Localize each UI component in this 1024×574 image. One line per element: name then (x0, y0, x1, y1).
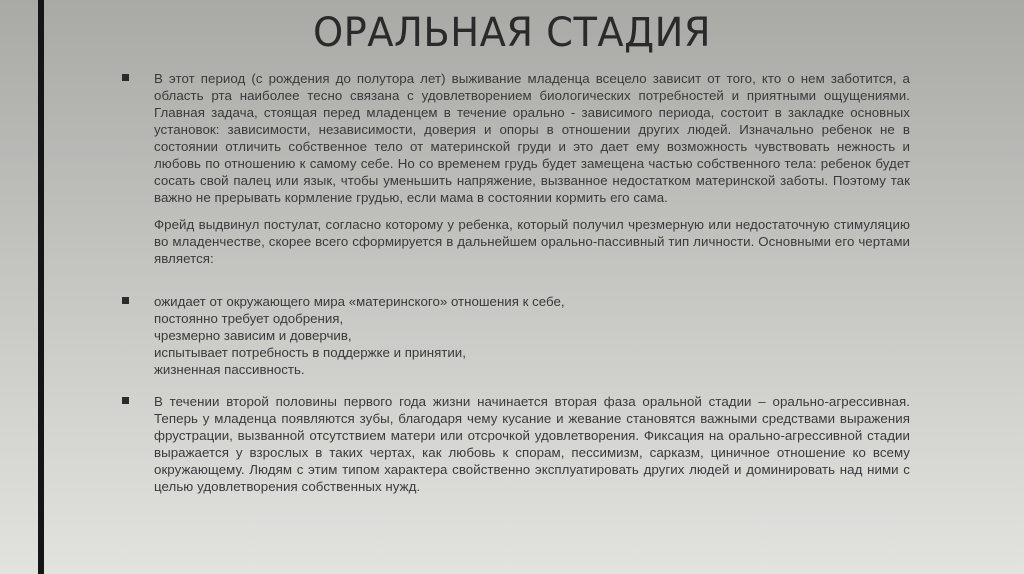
bullet-item-oral-aggressive (120, 393, 910, 495)
square-bullet-icon (122, 397, 129, 404)
slide-title: ОРАЛЬНАЯ СТАДИЯ (312, 10, 712, 56)
paragraph-oral-aggressive: В течении второй половины первого года жизни начинается вторая фаза оральной стадии – орально-агрессивная. Теперь у младенца появляются зубы, благодаря чему кусание и жевание становятся важными средствами выражения фрустрации, вызванной отсутствием матери или отсрочкой удовлетворения. Фиксация на орально-агрессивной стадии выражается у взрослых в таких чертах, как любовь к спорам, пессимизм, сарказм, циничное отношение ко всему окружающему. Людям с этим типом характера свойственно эксплуатировать других людей и доминировать над ними с целью удовлетворения собственных нужд. (154, 394, 910, 494)
paragraph-oral-period: В этот период (с рождения до полутора лет) выживание младенца всецело зависит от того, кто о нем заботится, а область рта наиболее тесно связана с удовлетворением биологических потребностей и приятными ощущениями. Главная задача, стоящая перед младенцем в течение орально - зависимого периода, состоит в закладке основных установок: зависимости, независимости, доверия и опоры в отношении других людей. Изначально ребенок не в состоянии отличить собственное тело от материнской груди и это дает ему возможность чувствовать нежность и любовь по отношению к самому себе. Но со временем грудь будет замещена частью собственного тела: ребенок будет сосать свой палец или язык, чтобы уменьшить напряжение, вызванное недостатком материнской заботы. Поэтому так важно не прерывать кормление грудью, если мама в состоянии кормить его сама. (154, 71, 910, 205)
trait-line: жизненная пассивность. (154, 362, 305, 377)
square-bullet-icon (122, 297, 129, 304)
left-accent-bar (38, 0, 44, 574)
bullet-item-passive-traits (120, 293, 910, 378)
square-bullet-icon (122, 74, 129, 81)
paragraph-freud-postulate: Фрейд выдвинул постулат, согласно которому у ребенка, который получил чрезмерную или недостаточную стимуляцию во младенчестве, скорее всего сформируется в дальнейшем орально-пассивный тип личности. Основными его чертами является: (154, 217, 910, 266)
bullet-item-oral-period (120, 70, 910, 267)
trait-line: постоянно требует одобрения, (154, 311, 344, 326)
slide-content (120, 70, 910, 495)
trait-line: чрезмерно зависим и доверчив, (154, 328, 352, 343)
trait-line: испытывает потребность в поддержке и принятии, (154, 345, 466, 360)
trait-line: ожидает от окружающего мира «материнского» отношения к себе, (154, 294, 565, 309)
